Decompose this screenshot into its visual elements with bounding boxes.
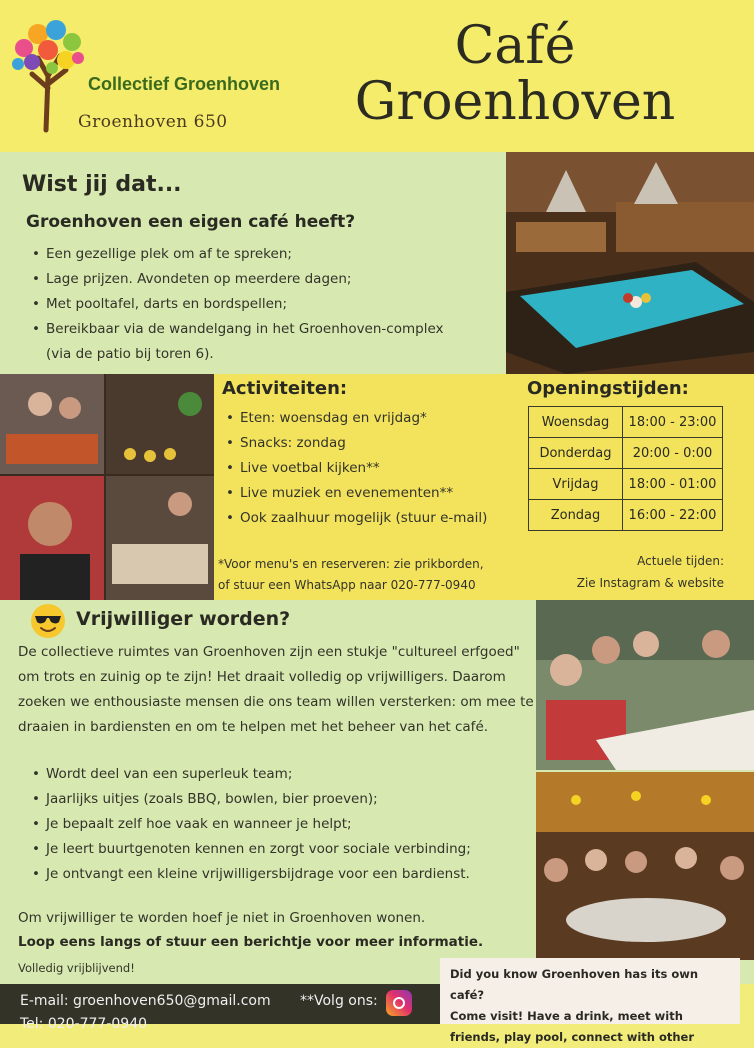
current-hours-line-2: Zie Instagram & website xyxy=(576,576,724,590)
time-cell: 18:00 - 01:00 xyxy=(623,469,723,500)
footer-phone: Tel: 020-777-0940 xyxy=(20,1016,148,1032)
list-item: • Een gezellige plek om af te spreken; xyxy=(28,242,444,267)
cafe-interior-photo xyxy=(506,152,754,374)
list-item: • Jaarlijks uitjes (zoals BBQ, bowlen, bier proeven); xyxy=(28,787,471,812)
intro-subheading: Groenhoven een eigen café heeft? xyxy=(26,212,356,232)
page-title xyxy=(300,18,730,130)
day-cell: Zondag xyxy=(529,500,623,531)
english-info-box xyxy=(440,958,740,1044)
list-item: • Je ontvangt een kleine vrijwilligersbijdrage voor een bardienst. xyxy=(28,862,471,887)
english-line-3: friends, play pool, connect with other xyxy=(450,1030,694,1044)
volunteers-photo xyxy=(536,600,754,960)
menu-note xyxy=(218,554,484,596)
current-hours-line-1: Actuele tijden: xyxy=(637,554,724,568)
title-line-1: Café xyxy=(454,16,576,76)
opening-hours-table xyxy=(528,406,723,531)
intro-list xyxy=(28,242,444,367)
volunteer-benefits-list xyxy=(28,762,471,887)
day-cell: Woensdag xyxy=(529,407,623,438)
instagram-icon[interactable] xyxy=(386,990,412,1016)
volunteer-heading: Vrijwilliger worden? xyxy=(76,608,291,630)
list-item-continuation: (via de patio bij toren 6). xyxy=(46,346,214,362)
volunteer-join-text: Om vrijwilliger te worden hoef je niet in Groenhoven wonen. xyxy=(18,910,426,926)
day-cell: Donderdag xyxy=(529,438,623,469)
sunglasses-smiley-icon xyxy=(30,603,66,639)
list-item: • Snacks: zondag xyxy=(222,431,487,456)
list-item: • Je bepaalt zelf hoe vaak en wanneer je helpt; xyxy=(28,812,471,837)
list-item: • Ook zaalhuur mogelijk (stuur e-mail) xyxy=(222,506,487,531)
english-line-1: Did you know Groenhoven has its own café? xyxy=(450,967,699,1002)
title-line-2: Groenhoven xyxy=(354,72,676,132)
day-cell: Vrijdag xyxy=(529,469,623,500)
footer-follow-label: **Volg ons: xyxy=(300,993,378,1009)
time-cell: 16:00 - 22:00 xyxy=(623,500,723,531)
activities-heading: Activiteiten: xyxy=(222,378,348,399)
list-item: • Wordt deel van een superleuk team; xyxy=(28,762,471,787)
table-row xyxy=(529,500,723,531)
list-item: • Live muziek en evenementen** xyxy=(222,481,487,506)
volunteer-free-note: Volledig vrijblijvend! xyxy=(18,961,135,975)
table-row xyxy=(529,407,723,438)
activities-collage-photo xyxy=(0,374,214,600)
footer-email[interactable]: E-mail: groenhoven650@gmail.com xyxy=(20,993,271,1009)
menu-note-line-1: *Voor menu's en reserveren: zie prikborden, xyxy=(218,557,484,571)
current-hours-note xyxy=(558,550,724,594)
opening-hours-heading: Openingstijden: xyxy=(527,378,689,399)
tree-logo-icon xyxy=(8,18,88,130)
list-item: • Bereikbaar via de wandelgang in het Groenhoven-complex xyxy=(28,317,444,342)
english-line-2: Come visit! Have a drink, meet with xyxy=(450,1009,683,1023)
list-item: • Eten: woensdag en vrijdag* xyxy=(222,406,487,431)
list-item: • Je leert buurtgenoten kennen en zorgt voor sociale verbinding; xyxy=(28,837,471,862)
menu-note-line-2: of stuur een WhatsApp naar 020-777-0940 xyxy=(218,578,476,592)
list-item: • Live voetbal kijken** xyxy=(222,456,487,481)
volunteer-intro: De collectieve ruimtes van Groenhoven zijn een stukje "cultureel erfgoed" om trots en zuinig op te zijn! Het draait volledig op vrijwilligers. Daarom zoeken we enthousiaste mensen die ons team willen versterken: om mee te draaien in bardiensten en om te helpen met het beheer van het café. xyxy=(18,644,534,735)
table-row xyxy=(529,469,723,500)
intro-heading: Wist jij dat... xyxy=(22,172,182,197)
list-item: • Lage prijzen. Avondeten op meerdere dagen; xyxy=(28,267,444,292)
org-address: Groenhoven 650 xyxy=(78,112,228,132)
org-name: Collectief Groenhoven xyxy=(88,74,281,94)
list-item: • Met pooltafel, darts en bordspellen; xyxy=(28,292,444,317)
table-row xyxy=(529,438,723,469)
time-cell: 18:00 - 23:00 xyxy=(623,407,723,438)
volunteer-call-to-action: Loop eens langs of stuur een berichtje voor meer informatie. xyxy=(18,934,484,950)
activities-list xyxy=(222,406,487,531)
time-cell: 20:00 - 0:00 xyxy=(623,438,723,469)
